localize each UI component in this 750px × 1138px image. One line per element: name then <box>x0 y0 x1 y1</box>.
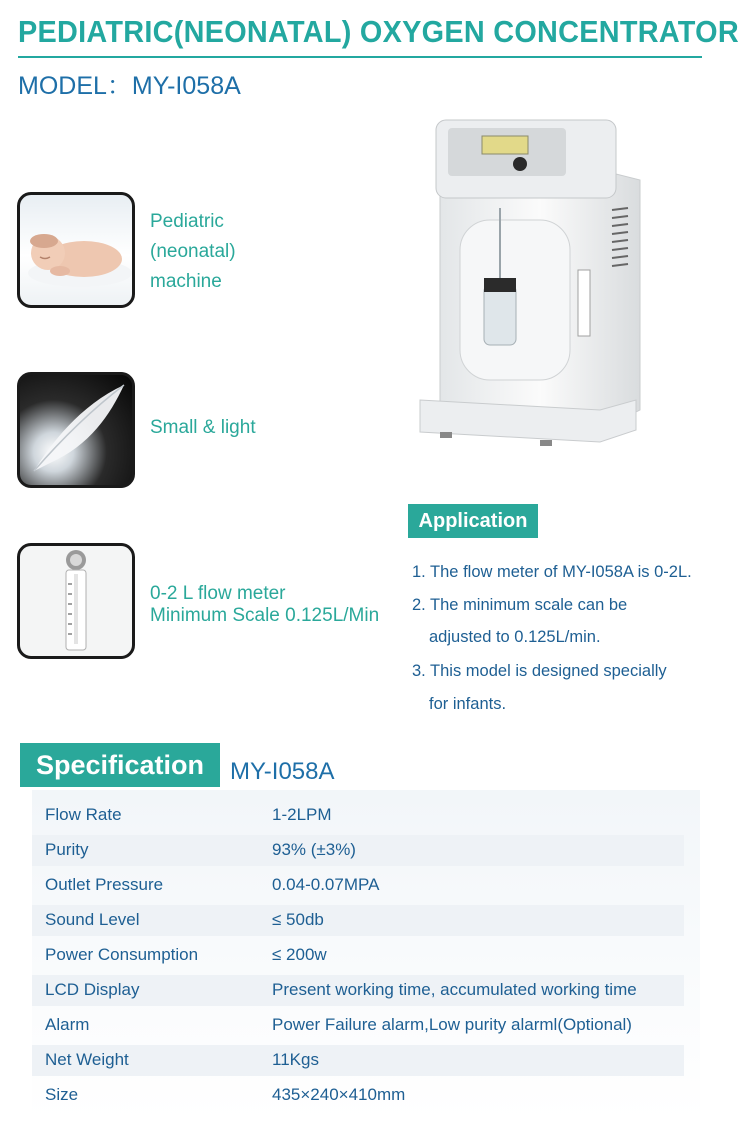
application-line-2: 2. The minimum scale can be <box>412 596 628 614</box>
specification-model: MY-I058A <box>230 758 335 785</box>
feature-line: machine <box>150 271 222 292</box>
spec-value: Present working time, accumulated working time <box>272 980 637 999</box>
spec-row <box>32 835 684 866</box>
model-value: MY-I058A <box>131 72 241 100</box>
spec-value: 435×240×410mm <box>272 1085 406 1104</box>
spec-row <box>32 1010 684 1041</box>
application-line-5: for infants. <box>429 695 507 713</box>
feature-line: Pediatric <box>150 211 224 232</box>
spec-label: Size <box>45 1085 79 1104</box>
spec-value: ≤ 200w <box>272 945 327 964</box>
spec-label: Alarm <box>45 1015 90 1034</box>
spec-label: Flow Rate <box>45 805 122 824</box>
spec-value: ≤ 50db <box>272 910 324 929</box>
spec-row <box>32 870 684 901</box>
spec-row <box>32 800 684 831</box>
spec-label: Net Weight <box>45 1050 129 1069</box>
title-underline <box>18 56 702 58</box>
spec-value: 1-2LPM <box>272 805 332 824</box>
spec-row <box>32 905 684 936</box>
baby-photo <box>17 192 135 308</box>
application-line-1: 1. The flow meter of MY-I058A is 0-2L. <box>412 563 692 581</box>
feature-line: Small & light <box>150 417 256 438</box>
spec-value: 93% (±3%) <box>272 840 356 859</box>
model-line <box>18 66 241 102</box>
spec-label: Sound Level <box>45 910 140 929</box>
spec-row <box>32 1045 684 1076</box>
feature-line: Minimum Scale 0.125L/Min <box>150 605 380 626</box>
flowmeter-photo <box>17 543 135 659</box>
spec-row <box>32 975 684 1006</box>
application-line-3: adjusted to 0.125L/min. <box>429 628 601 646</box>
spec-value: 11Kgs <box>272 1050 319 1069</box>
spec-value: Power Failure alarm,Low purity alarml(Optional) <box>272 1015 632 1034</box>
spec-label: Power Consumption <box>45 945 199 964</box>
feather-photo <box>17 372 135 488</box>
spec-row <box>32 940 684 971</box>
spec-label: Purity <box>45 840 89 859</box>
application-heading: Application <box>408 504 538 538</box>
model-label: MODEL： <box>18 72 132 100</box>
spec-row <box>32 1080 684 1111</box>
feature-pediatric-text <box>150 207 236 297</box>
page-title: PEDIATRIC(NEONATAL) OXYGEN CONCENTRATOR <box>18 14 739 49</box>
oxygen-concentrator-photo <box>400 110 650 460</box>
spec-value: 0.04-0.07MPA <box>272 875 380 894</box>
application-line-4: 3. This model is designed specially <box>412 662 667 680</box>
spec-label: Outlet Pressure <box>45 875 164 894</box>
feature-line: 0-2 L flow meter <box>150 583 286 604</box>
specification-heading: Specification <box>20 743 220 787</box>
spec-label: LCD Display <box>45 980 140 999</box>
feature-line: (neonatal) <box>150 241 236 262</box>
feature-flowmeter-text <box>150 583 379 627</box>
feature-small-light-text <box>150 413 256 443</box>
